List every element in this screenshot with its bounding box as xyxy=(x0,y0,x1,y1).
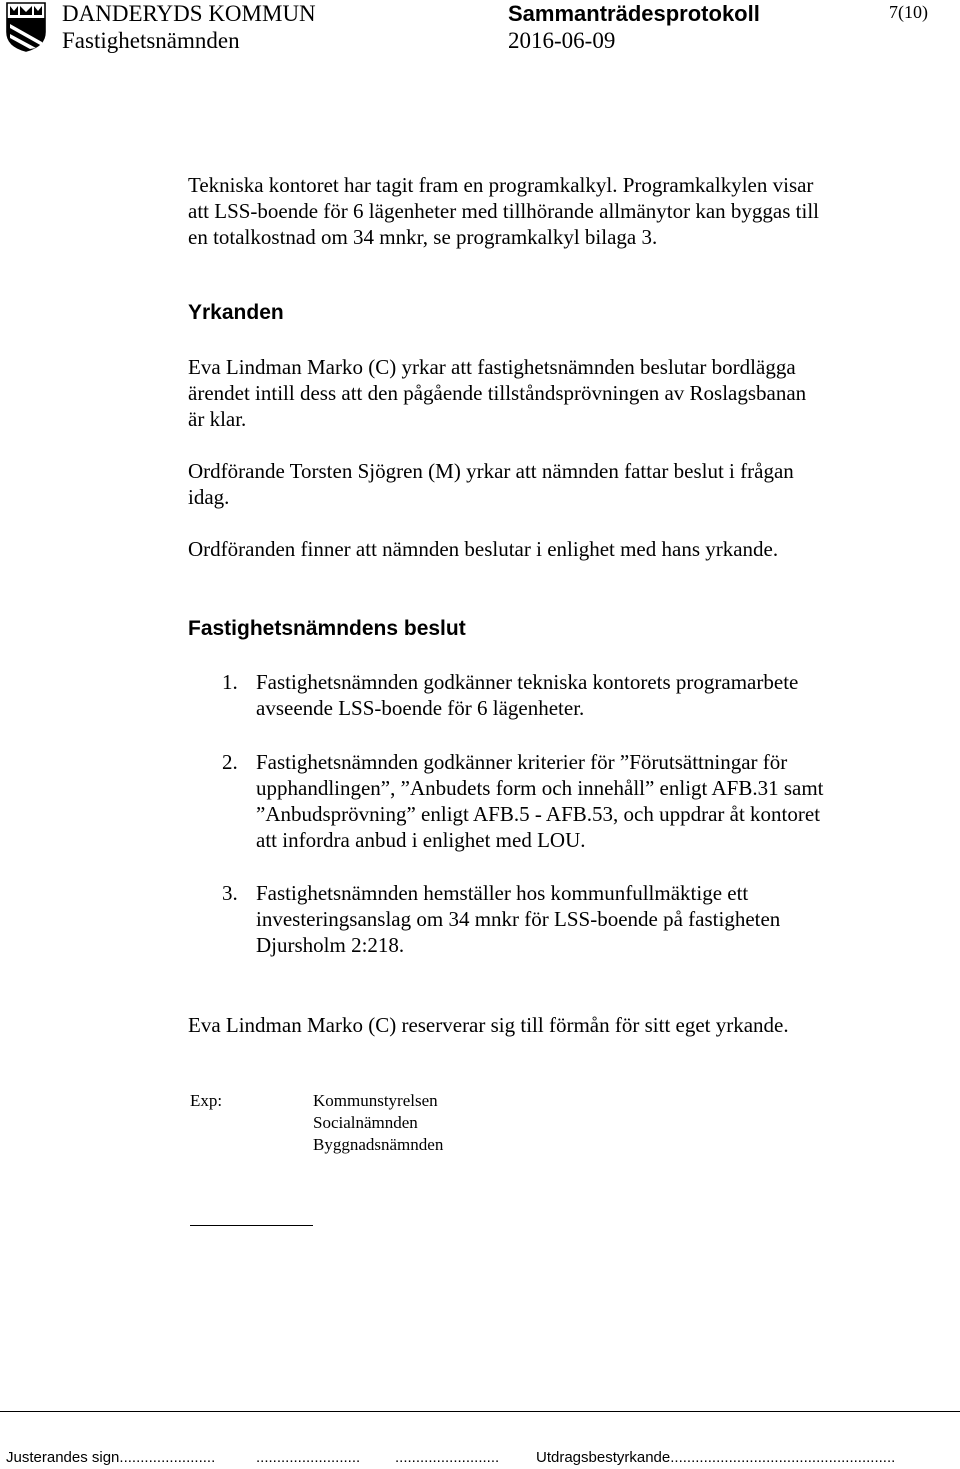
item-line: Fastighetsnämnden hemställer hos kommunfullmäktige ett xyxy=(256,881,749,905)
intro-line: att LSS-boende för 6 lägenheter med tillhörande allmänytor kan byggas till xyxy=(188,199,819,223)
paragraph-line: är klar. xyxy=(188,407,247,431)
intro-line: en totalkostnad om 34 mnkr, se programkalkyl bilaga 3. xyxy=(188,225,658,249)
page-number: 7(10) xyxy=(889,2,928,22)
signature-line xyxy=(190,1225,313,1226)
yrkande-paragraph-1 xyxy=(188,354,888,432)
footer-extract-label: Utdragsbestyrkande...................................................... xyxy=(536,1449,896,1466)
footer-sign-label: Justerandes sign....................... xyxy=(6,1449,216,1466)
item-line: avseende LSS-boende för 6 lägenheter. xyxy=(256,696,585,720)
decision-item-1 xyxy=(256,669,906,721)
footer-divider xyxy=(0,1411,960,1412)
list-number: 2. xyxy=(222,750,238,774)
item-line: Fastighetsnämnden godkänner tekniska kontorets programarbete xyxy=(256,670,799,694)
list-number: 1. xyxy=(222,670,238,694)
yrkanden-heading: Yrkanden xyxy=(188,301,284,324)
paragraph-line: Eva Lindman Marko (C) reserverar sig till förmån för sitt eget yrkande. xyxy=(188,1013,789,1037)
paragraph-line: idag. xyxy=(188,485,230,509)
paragraph-line: Eva Lindman Marko (C) yrkar att fastighetsnämnden beslutar bordlägga xyxy=(188,355,796,379)
recipient: Kommunstyrelsen xyxy=(313,1091,438,1110)
intro-line: Tekniska kontoret har tagit fram en programkalkyl. Programkalkylen visar xyxy=(188,173,814,197)
paragraph-line: ärendet intill dess att den pågående tillståndsprövningen av Roslagsbanan xyxy=(188,381,807,405)
item-line: upphandlingen”, ”Anbudets form och innehåll” enligt AFB.31 samt xyxy=(256,776,824,800)
paragraph-line: Ordförande Torsten Sjögren (M) yrkar att nämnden fattar beslut i frågan xyxy=(188,459,794,483)
list-number: 3. xyxy=(222,881,238,905)
recipient: Byggnadsnämnden xyxy=(313,1135,444,1154)
reservation-paragraph xyxy=(188,1012,888,1038)
coat-of-arms-icon xyxy=(6,2,46,52)
paragraph-line: Ordföranden finner att nämnden beslutar i enlighet med hans yrkande. xyxy=(188,537,779,561)
intro-paragraph xyxy=(188,172,888,250)
org-name: DANDERYDS KOMMUN xyxy=(62,1,316,26)
beslut-heading: Fastighetsnämndens beslut xyxy=(188,617,466,640)
item-line: investeringsanslag om 34 mnkr för LSS-boende på fastigheten xyxy=(256,907,781,931)
recipient: Socialnämnden xyxy=(313,1113,418,1132)
item-line: ”Anbudsprövning” enligt AFB.5 - AFB.53, och uppdrar åt kontoret xyxy=(256,802,821,826)
footer-dots: ......................... xyxy=(256,1449,361,1466)
decision-item-3 xyxy=(256,880,906,958)
item-line: att infordra anbud i enlighet med LOU. xyxy=(256,828,586,852)
exp-label: Exp: xyxy=(190,1091,223,1110)
department-name: Fastighetsnämnden xyxy=(62,28,240,53)
item-line: Djursholm 2:218. xyxy=(256,933,405,957)
footer-dots: ......................... xyxy=(395,1449,500,1466)
yrkande-paragraph-2 xyxy=(188,458,888,510)
document-date: 2016-06-09 xyxy=(508,28,616,53)
document-title: Sammanträdesprotokoll xyxy=(508,1,760,26)
decision-item-2 xyxy=(256,749,906,853)
yrkande-paragraph-3 xyxy=(188,536,888,562)
item-line: Fastighetsnämnden godkänner kriterier för ”Förutsättningar för xyxy=(256,750,788,774)
